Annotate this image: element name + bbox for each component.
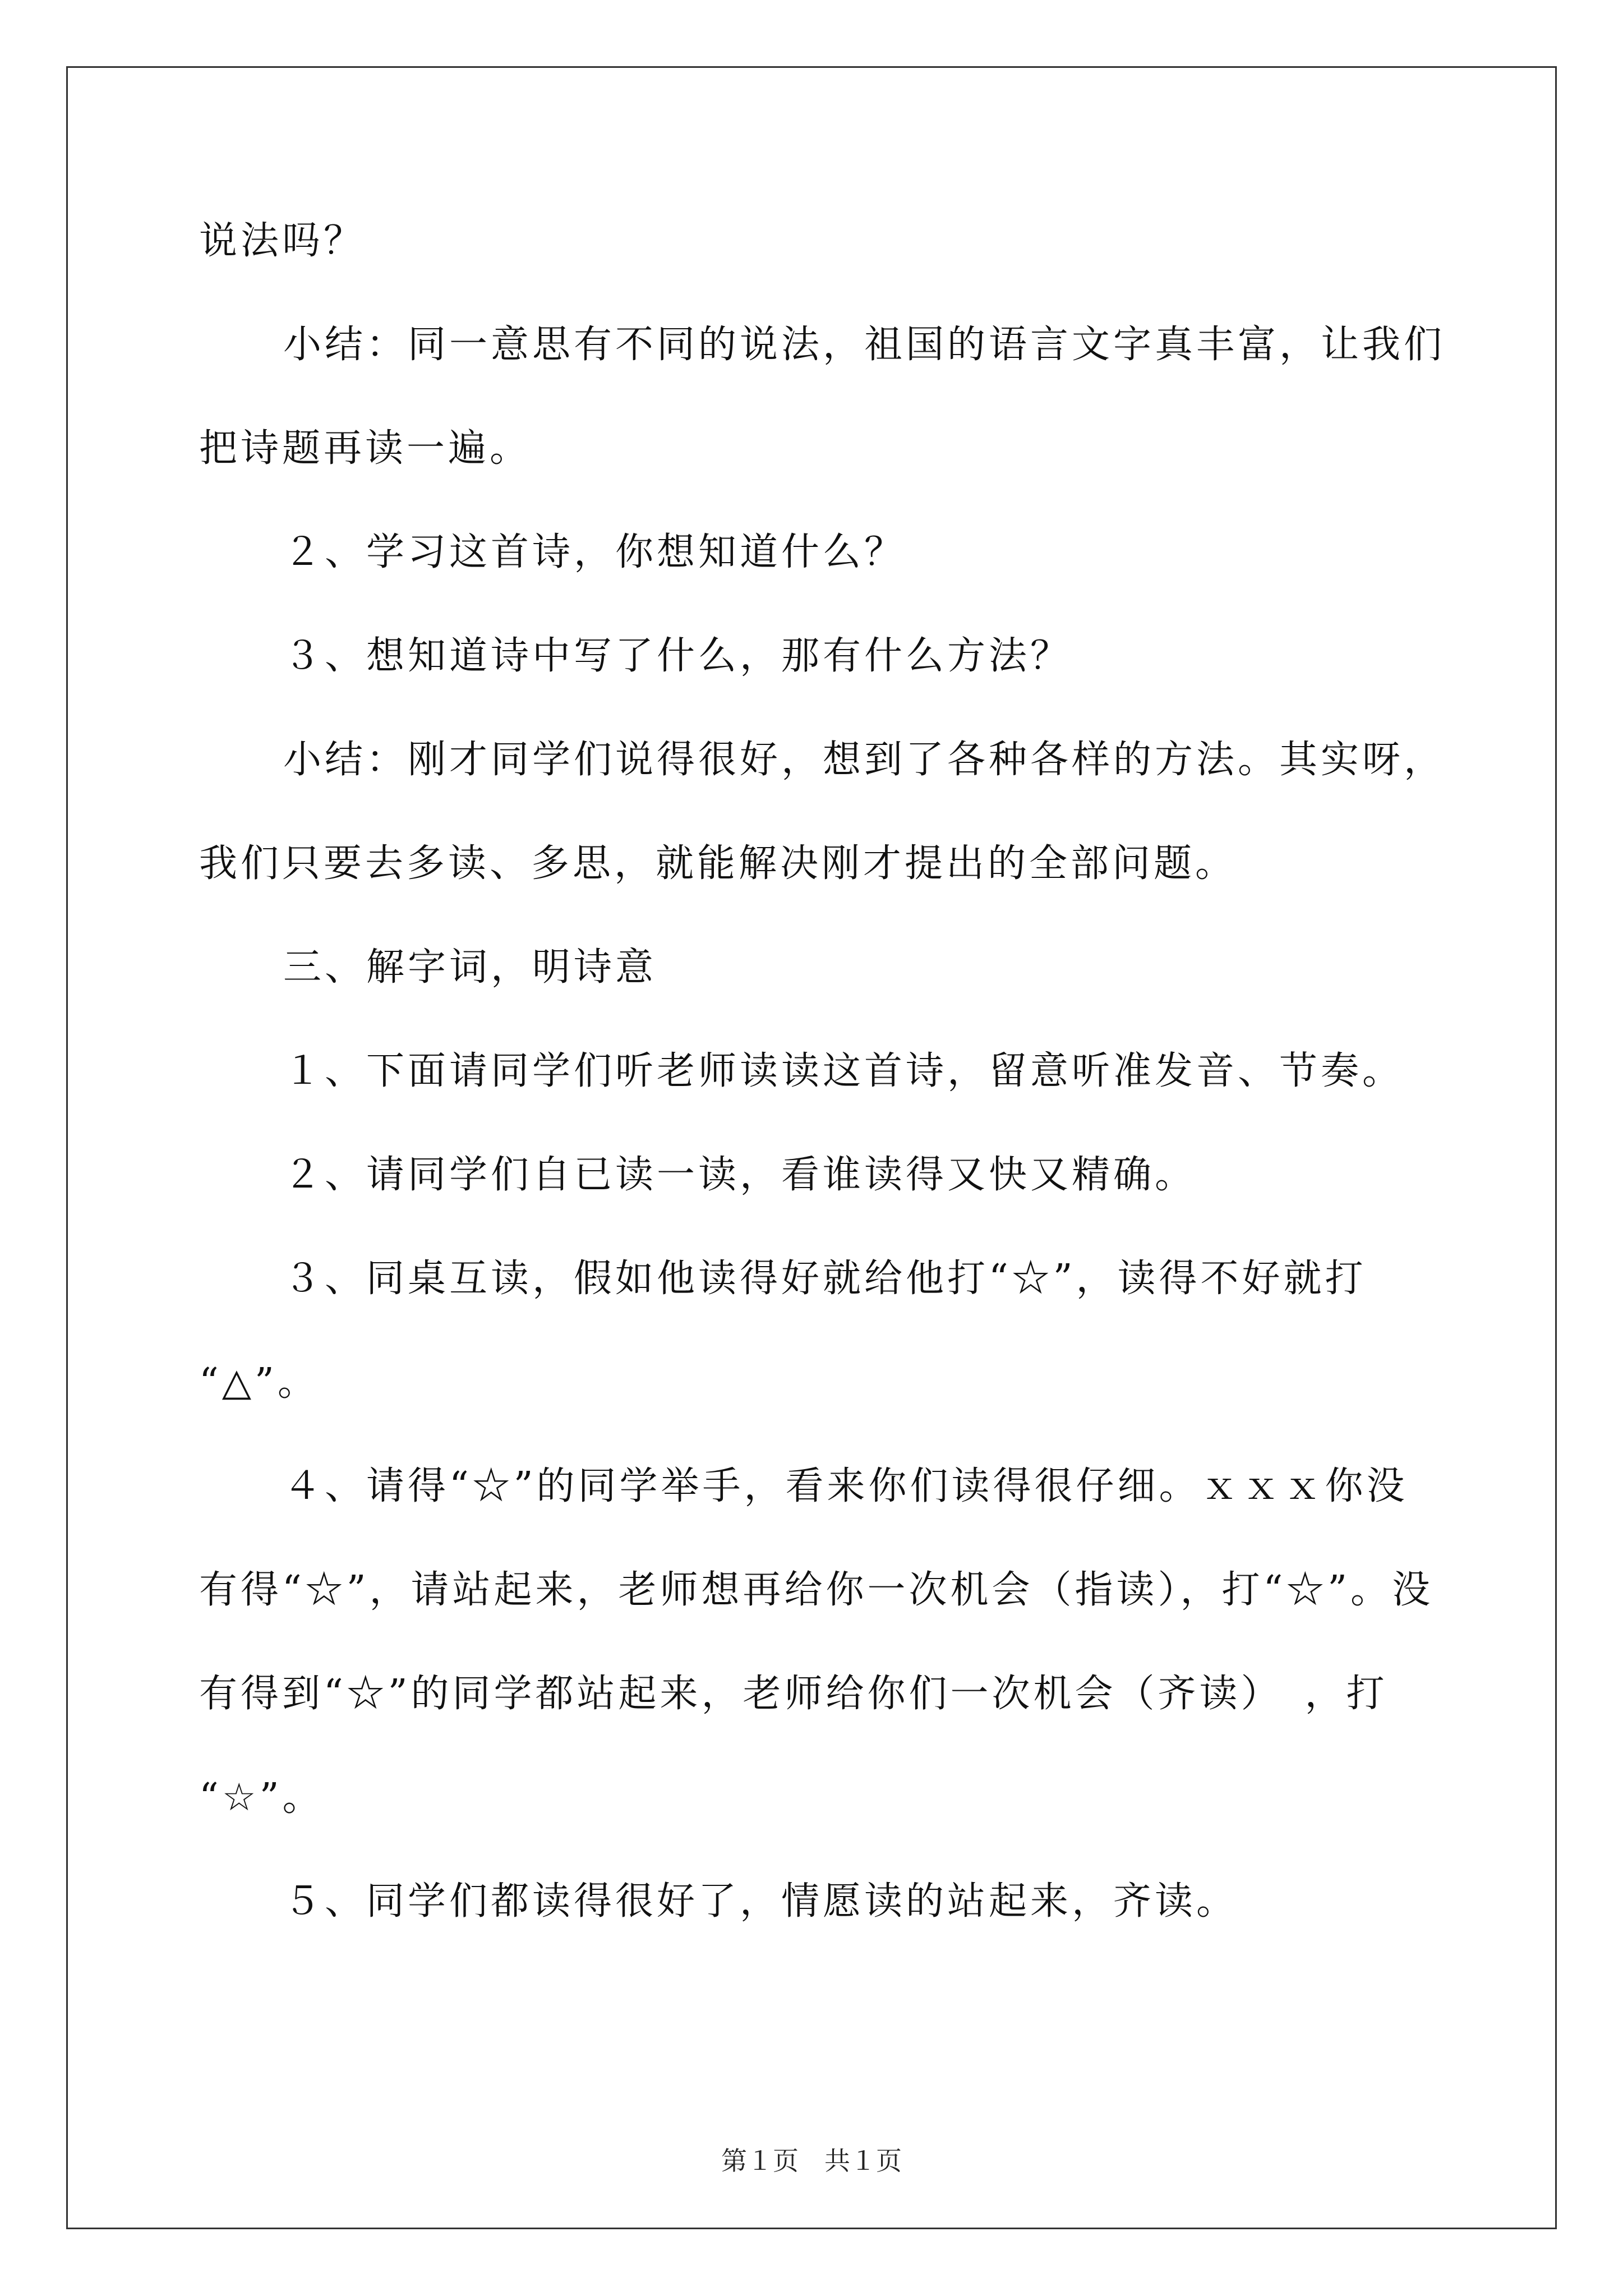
text-line: 有得到“☆”的同学都站起来，老师给你们一次机会（齐读） ，打	[199, 1672, 1388, 1716]
section-heading: 三、解字词，明诗意	[283, 945, 657, 990]
text-line: 小结：同一意思有不同的说法，祖国的语言文字真丰富，让我们	[283, 323, 1446, 367]
text-line: “☆”。	[199, 1775, 324, 1820]
text-line: 我们只要去多读、多思，就能解决刚才提出的全部问题。	[199, 841, 1237, 886]
text-line: ２、学习这首诗，你想知道什么？	[283, 530, 906, 574]
text-line: “△”。	[199, 1360, 319, 1405]
text-line: ３、想知道诗中写了什么，那有什么方法？	[283, 634, 1072, 678]
text-line: ２、请同学们自已读一读，看谁读得又快又精确。	[283, 1153, 1197, 1197]
text-line: ５、同学们都读得很好了，情愿读的站起来，齐读。	[283, 1879, 1238, 1924]
text-line: 说法吗？	[199, 219, 366, 263]
text-line: １、下面请同学们听老师读读这首诗，留意听准发音、节奏。	[283, 1049, 1404, 1093]
text-line: 有得“☆”，请站起来，老师想再给你一次机会（指读），打“☆”。没	[199, 1568, 1434, 1612]
text-line: 小结：刚才同学们说得很好，想到了各种各样的方法。其实呀，	[283, 738, 1446, 782]
text-line: 把诗题再读一遍。	[199, 426, 532, 471]
text-line: ３、同桌互读，假如他读得好就给他打“☆”，读得不好就打	[283, 1257, 1367, 1301]
page-footer: 第１页 共１页	[721, 2146, 902, 2176]
text-line: ４、请得“☆”的同学举手，看来你们读得很仔细。ｘｘｘ你没	[283, 1464, 1408, 1508]
